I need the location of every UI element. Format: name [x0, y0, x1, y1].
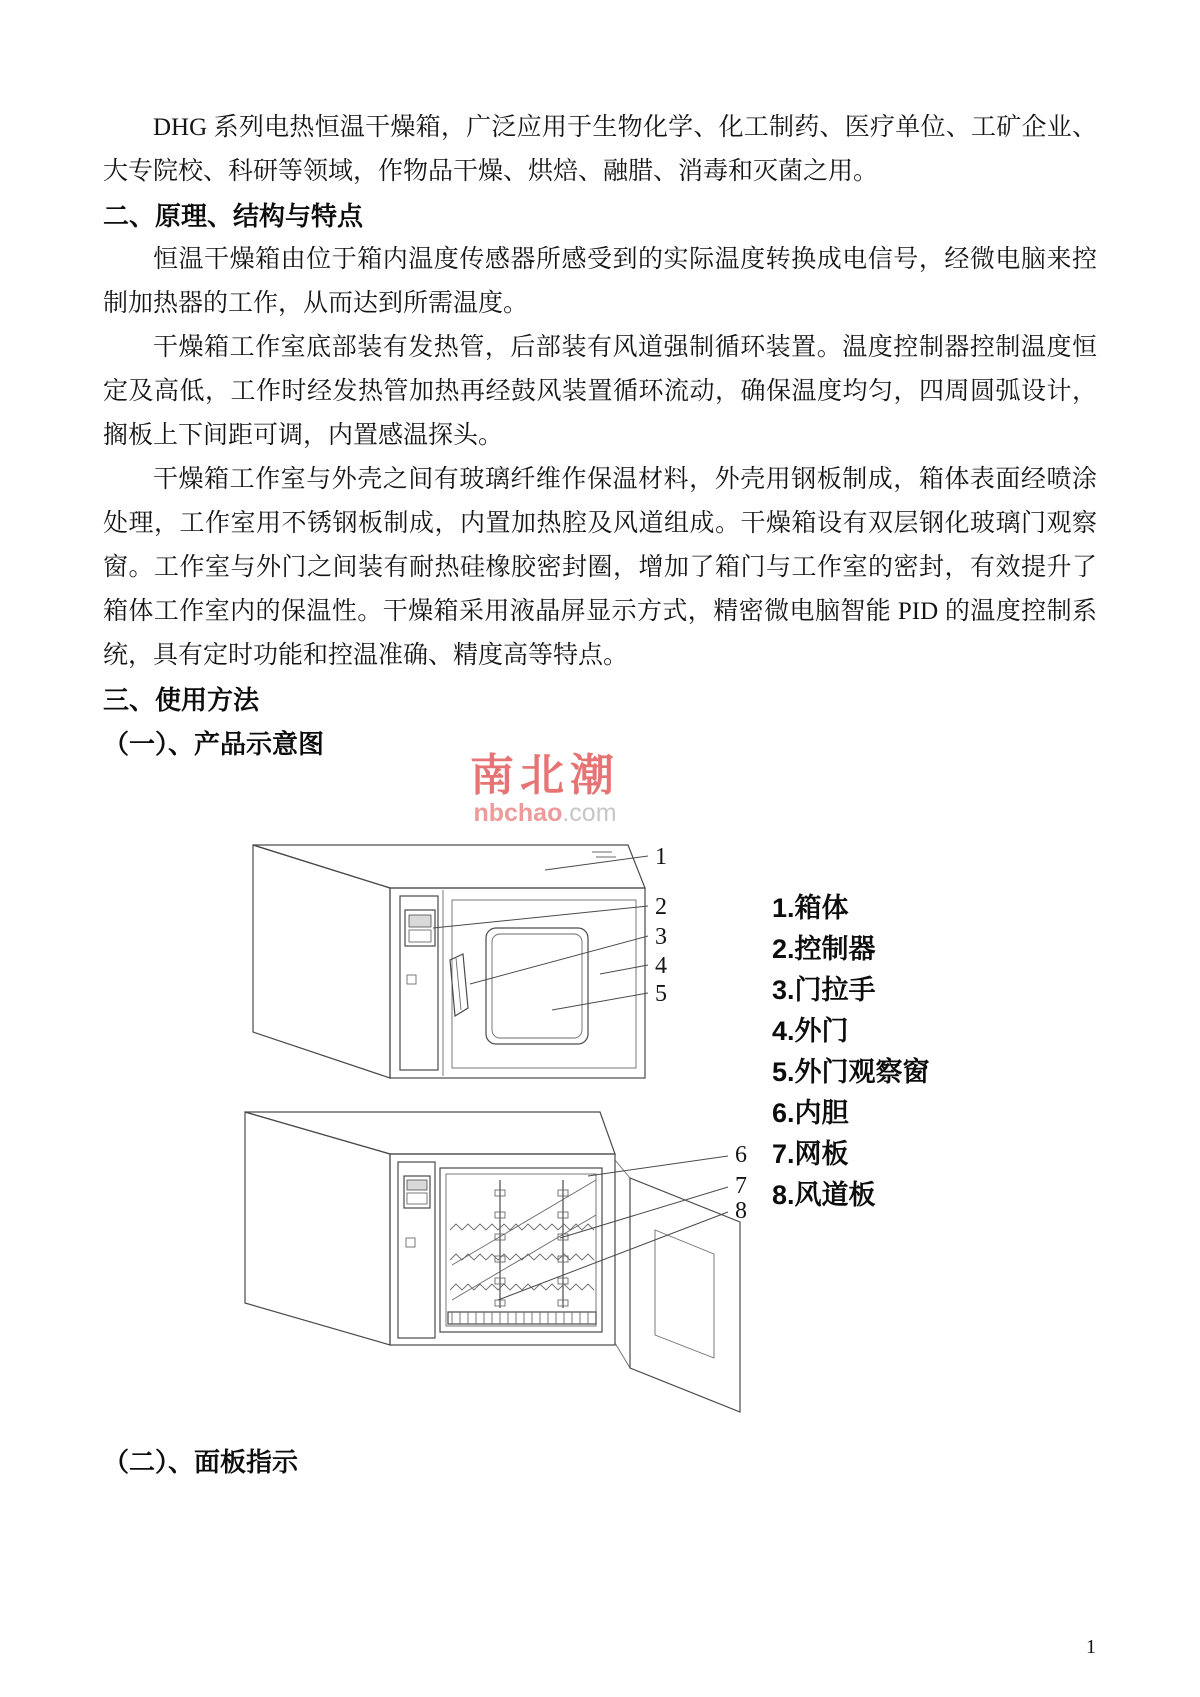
legend-item-outer-door: 4.外门 [772, 1016, 849, 1046]
legend-item-door-handle: 3.门拉手 [772, 975, 876, 1005]
callout-6: 6 [735, 1142, 747, 1168]
diagram-legend [772, 888, 930, 1216]
oven-open-diagram [245, 1112, 747, 1412]
subheading-panel-indication: （二）、面板指示 [103, 1447, 299, 1477]
section-heading-principle: 二、原理、结构与特点 [103, 201, 364, 231]
product-diagram-area [0, 751, 1200, 1440]
page-number: 1 [1086, 1636, 1096, 1658]
legend-item-controller: 2.控制器 [772, 934, 876, 964]
body-text-column [103, 106, 1097, 766]
paragraph-structure: 干燥箱工作室与外壳之间有玻璃纤维作保温材料，外壳用钢板制成，箱体表面经喷涂处理，工作室用不锈钢板制成，内置加热腔及风道组成。干燥箱设有双层钢化玻璃门观察窗。工作室与外门之间装有耐热硅橡胶密封圈，增加了箱门与工作室的密封，有效提升了箱体工作室内的保温性。干燥箱采用液晶屏显示方式，精密微电脑智能 PID 的温度控制系统，具有定时功能和控温准确、精度高等特点。 [103, 466, 1097, 669]
section-heading-usage: 三、使用方法 [103, 685, 260, 715]
callout-5: 5 [655, 981, 667, 1007]
callout-7: 7 [735, 1173, 747, 1199]
callout-2: 2 [655, 894, 667, 920]
callout-3: 3 [655, 924, 667, 950]
subheading-product-diagram: （一）、产品示意图 [103, 729, 325, 759]
legend-item-air-duct-plate: 8.风道板 [772, 1180, 876, 1210]
watermark-brand: 南北潮 [470, 751, 620, 800]
callout-1: 1 [655, 844, 667, 870]
legend-item-observation-window: 5.外门观察窗 [772, 1057, 930, 1087]
oven-closed-diagram [253, 844, 667, 1078]
legend-item-inner-liner: 6.内胆 [772, 1098, 849, 1128]
watermark-site-suffix: .com [562, 799, 617, 827]
paragraph-principle-2: 干燥箱工作室底部装有发热管，后部装有风道强制循环装置。温度控制器控制温度恒定及高低，工作时经发热管加热再经鼓风装置循环流动，确保温度均匀，四周圆弧设计，搁板上下间距可调，内置感温探头。 [103, 334, 1097, 449]
callout-4: 4 [655, 953, 667, 979]
paragraph-intro: DHG 系列电热恒温干燥箱，广泛应用于生物化学、化工制药、医疗单位、工矿企业、大专院校、科研等领域，作物品干燥、烘焙、融腊、消毒和灭菌之用。 [103, 114, 1097, 185]
paragraph-principle-1: 恒温干燥箱由位于箱内温度传感器所感受到的实际温度转换成电信号，经微电脑来控制加热器的工作，从而达到所需温度。 [103, 246, 1097, 317]
legend-item-body: 1.箱体 [772, 893, 849, 923]
legend-item-mesh-shelf: 7.网板 [772, 1139, 849, 1169]
callout-8: 8 [735, 1198, 747, 1224]
watermark-site-name: nbchao [473, 799, 563, 827]
oven-diagrams-svg [0, 760, 1200, 1440]
